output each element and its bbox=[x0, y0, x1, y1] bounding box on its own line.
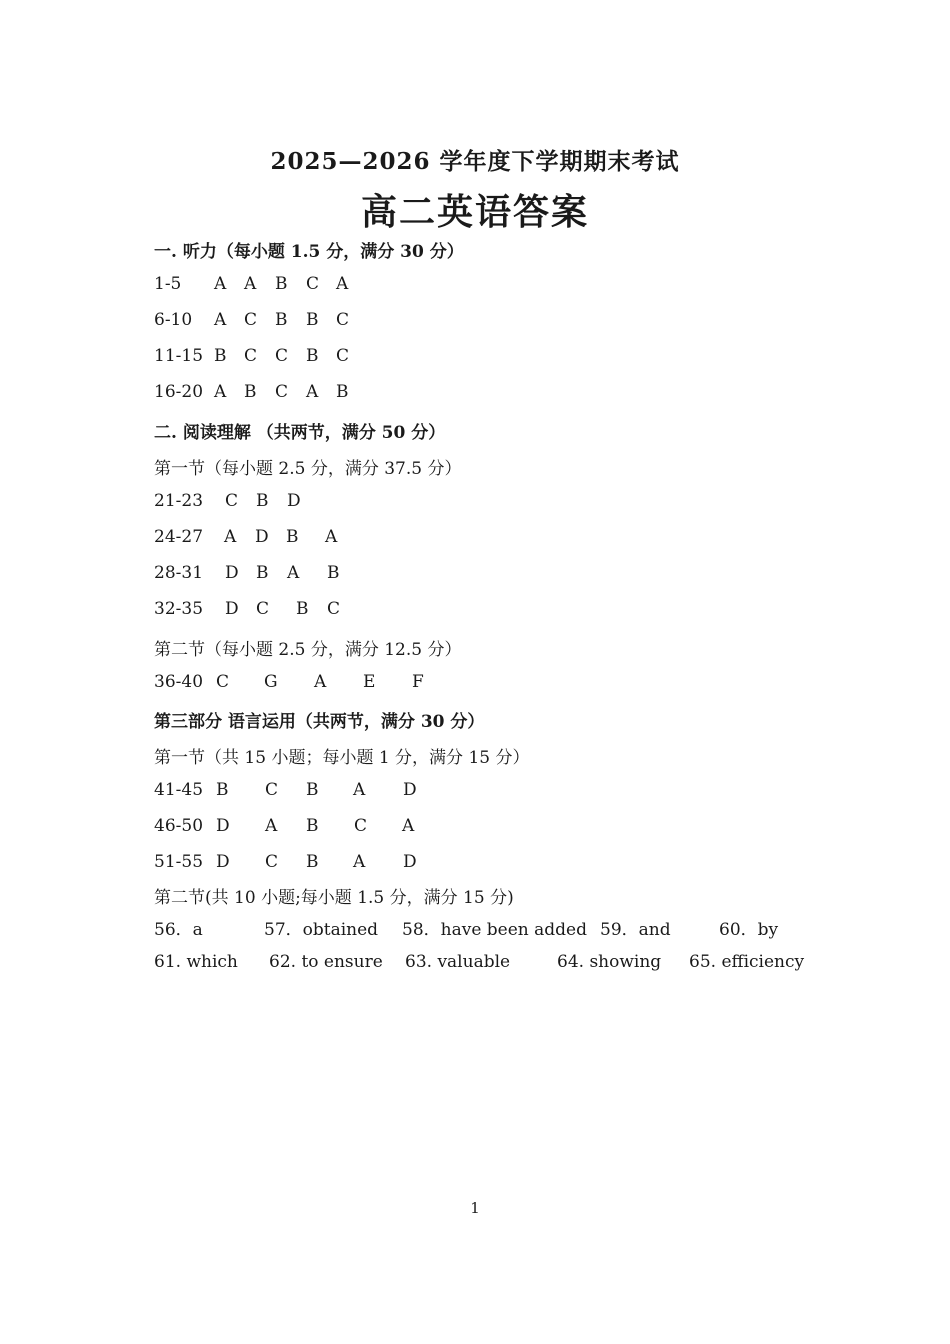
answer: A bbox=[353, 852, 366, 872]
answer: B bbox=[256, 563, 269, 583]
answer-58: 58．have been added bbox=[402, 920, 587, 940]
answer: B bbox=[286, 527, 299, 547]
range-label: 24-27 bbox=[154, 527, 204, 547]
range-label: 51-55 bbox=[154, 852, 204, 872]
answer: D bbox=[287, 491, 301, 511]
answer-60: 60．by bbox=[719, 920, 779, 940]
answer: D bbox=[225, 563, 239, 583]
answer: B bbox=[296, 599, 309, 619]
answer: A bbox=[214, 310, 227, 330]
listening-heading: 一. 听力（每小题 1.5 分，满分 30 分） bbox=[154, 242, 464, 262]
exam-title: 2025—2026 学年度下学期期末考试 bbox=[270, 148, 680, 175]
answer: C bbox=[336, 310, 350, 330]
language-part1-heading: 第一节（共 15 小题；每小题 1 分，满分 15 分） bbox=[154, 748, 530, 768]
range-label: 16-20 bbox=[154, 382, 204, 402]
answer: C bbox=[265, 852, 279, 872]
reading-heading: 二. 阅读理解 （共两节，满分 50 分） bbox=[154, 423, 446, 443]
answer: D bbox=[216, 816, 230, 836]
answer-64: 64. showing bbox=[557, 952, 662, 972]
answer: C bbox=[336, 346, 350, 366]
answer: A bbox=[265, 816, 278, 836]
language-part2-heading: 第二节(共 10 小题;每小题 1.5 分，满分 15 分) bbox=[154, 888, 514, 908]
answer: A bbox=[402, 816, 415, 836]
answer: C bbox=[306, 274, 320, 294]
answer: C bbox=[256, 599, 270, 619]
answer-56: 56．a bbox=[154, 920, 203, 940]
answer-65: 65. efficiency bbox=[689, 952, 805, 972]
range-label: 11-15 bbox=[154, 346, 204, 366]
page-number: 1 bbox=[470, 1199, 480, 1217]
range-label: 36-40 bbox=[154, 672, 204, 692]
answer: G bbox=[264, 672, 278, 692]
answer: B bbox=[306, 852, 319, 872]
range-label: 46-50 bbox=[154, 816, 204, 836]
answer: C bbox=[225, 491, 239, 511]
answer: B bbox=[306, 310, 319, 330]
answer: B bbox=[275, 310, 288, 330]
main-title: 高二英语答案 bbox=[360, 191, 589, 233]
answer: B bbox=[306, 346, 319, 366]
language-heading: 第三部分 语言运用（共两节，满分 30 分） bbox=[154, 712, 485, 732]
answer: A bbox=[336, 274, 349, 294]
answer: A bbox=[306, 382, 319, 402]
answer-57: 57．obtained bbox=[264, 920, 379, 940]
answer: C bbox=[275, 346, 289, 366]
reading-part1-heading: 第一节（每小题 2.5 分，满分 37.5 分） bbox=[154, 459, 462, 479]
range-label: 28-31 bbox=[154, 563, 204, 583]
answer: D bbox=[403, 852, 417, 872]
answer: B bbox=[244, 382, 257, 402]
answer: B bbox=[216, 780, 229, 800]
answer: A bbox=[314, 672, 327, 692]
answer: C bbox=[275, 382, 289, 402]
answer-63: 63. valuable bbox=[405, 952, 511, 972]
answer: A bbox=[224, 527, 237, 547]
answer: A bbox=[214, 274, 227, 294]
range-label: 32-35 bbox=[154, 599, 204, 619]
answer: B bbox=[256, 491, 269, 511]
answer: C bbox=[265, 780, 279, 800]
answer: A bbox=[214, 382, 227, 402]
range-label: 6-10 bbox=[154, 310, 193, 330]
range-label: 1-5 bbox=[154, 274, 182, 294]
range-label: 21-23 bbox=[154, 491, 204, 511]
answer: C bbox=[327, 599, 341, 619]
range-label: 41-45 bbox=[154, 780, 204, 800]
answer: A bbox=[287, 563, 300, 583]
answer-59: 59．and bbox=[600, 920, 671, 940]
answer: B bbox=[327, 563, 340, 583]
answer: E bbox=[363, 672, 376, 692]
answer: A bbox=[353, 780, 366, 800]
answer: D bbox=[216, 852, 230, 872]
answer: B bbox=[275, 274, 288, 294]
answer: B bbox=[306, 780, 319, 800]
answer: A bbox=[244, 274, 257, 294]
answer: C bbox=[216, 672, 230, 692]
answer: C bbox=[354, 816, 368, 836]
answer: B bbox=[214, 346, 227, 366]
answer: A bbox=[325, 527, 338, 547]
answer-61: 61. which bbox=[154, 952, 238, 972]
answer: D bbox=[403, 780, 417, 800]
answer-62: 62. to ensure bbox=[269, 952, 383, 972]
reading-part2-heading: 第二节（每小题 2.5 分，满分 12.5 分） bbox=[154, 640, 462, 660]
answer: F bbox=[412, 672, 424, 692]
answer: C bbox=[244, 346, 258, 366]
answer: B bbox=[306, 816, 319, 836]
answer: D bbox=[255, 527, 269, 547]
answer: C bbox=[244, 310, 258, 330]
answer: B bbox=[336, 382, 349, 402]
answer: D bbox=[225, 599, 239, 619]
